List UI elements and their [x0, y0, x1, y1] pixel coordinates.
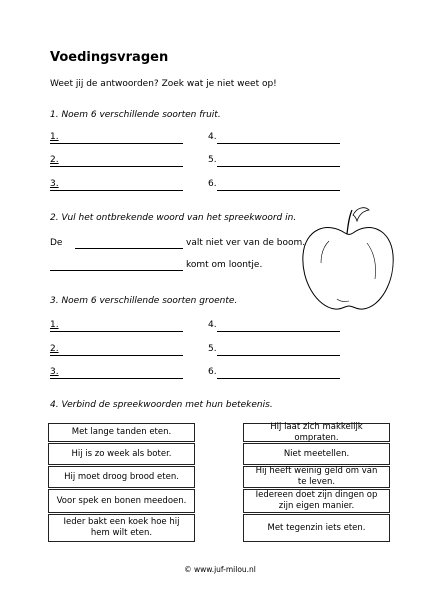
q1-label-5: 5.: [208, 155, 217, 165]
proverb-box[interactable]: Hij moet droog brood eten.: [48, 466, 195, 488]
q3-label-3: 3.: [50, 367, 59, 377]
q2-answer-line-1[interactable]: [75, 248, 183, 249]
meaning-box[interactable]: Niet meetellen.: [243, 443, 390, 465]
q3-answer-line-6[interactable]: [217, 378, 340, 379]
footer-copyright: © www.juf-milou.nl: [184, 565, 256, 574]
meaning-box[interactable]: Hij heeft weinig geld om van te leven.: [243, 466, 390, 488]
q2-answer-line-2[interactable]: [50, 270, 183, 271]
q3-label-4: 4.: [208, 320, 217, 330]
proverb-box[interactable]: Hij is zo week als boter.: [48, 443, 195, 465]
q1-answer-line-5[interactable]: [217, 166, 340, 167]
q1-answer-line-3[interactable]: [50, 190, 183, 191]
proverb-box[interactable]: Ieder bakt een koek hoe hij hem wilt eten.: [48, 514, 195, 542]
meaning-box[interactable]: Hij laat zich makkelijk ompraten.: [243, 423, 390, 442]
q3-answer-line-1[interactable]: [50, 331, 183, 332]
q3-answer-line-3[interactable]: [50, 378, 183, 379]
q2-line2-end: komt om loontje.: [186, 260, 263, 270]
q1-label-4: 4.: [208, 132, 217, 142]
apple-icon: [297, 203, 397, 313]
intro-text: Weet jij de antwoorden? Zoek wat je niet weet op!: [50, 79, 277, 89]
q2-line1-start: De: [50, 238, 63, 248]
question-1-heading: 1. Noem 6 verschillende soorten fruit.: [50, 110, 221, 120]
proverb-box[interactable]: Met lange tanden eten.: [48, 423, 195, 442]
q3-label-2: 2.: [50, 344, 59, 354]
page-title: Voedingsvragen: [50, 50, 169, 65]
q3-label-6: 6.: [208, 367, 217, 377]
question-4-heading: 4. Verbind de spreekwoorden met hun betekenis.: [50, 400, 273, 410]
meaning-box[interactable]: Met tegenzin iets eten.: [243, 514, 390, 542]
proverb-box[interactable]: Voor spek en bonen meedoen.: [48, 489, 195, 513]
q1-answer-line-2[interactable]: [50, 166, 183, 167]
q1-label-6: 6.: [208, 179, 217, 189]
q1-label-3: 3.: [50, 179, 59, 189]
question-3-heading: 3. Noem 6 verschillende soorten groente.: [50, 296, 238, 306]
q3-answer-line-5[interactable]: [217, 355, 340, 356]
q1-label-1: 1.: [50, 132, 59, 142]
q2-line1-end: valt niet ver van de boom.: [186, 238, 306, 248]
q1-answer-line-1[interactable]: [50, 143, 183, 144]
q3-label-1: 1.: [50, 320, 59, 330]
meaning-box[interactable]: Iedereen doet zijn dingen op zijn eigen manier.: [243, 489, 390, 513]
q3-answer-line-2[interactable]: [50, 355, 183, 356]
q3-label-5: 5.: [208, 344, 217, 354]
q1-label-2: 2.: [50, 155, 59, 165]
q3-answer-line-4[interactable]: [217, 331, 340, 332]
q1-answer-line-6[interactable]: [217, 190, 340, 191]
question-2-heading: 2. Vul het ontbrekende woord van het spreekwoord in.: [50, 213, 297, 223]
q1-answer-line-4[interactable]: [217, 143, 340, 144]
